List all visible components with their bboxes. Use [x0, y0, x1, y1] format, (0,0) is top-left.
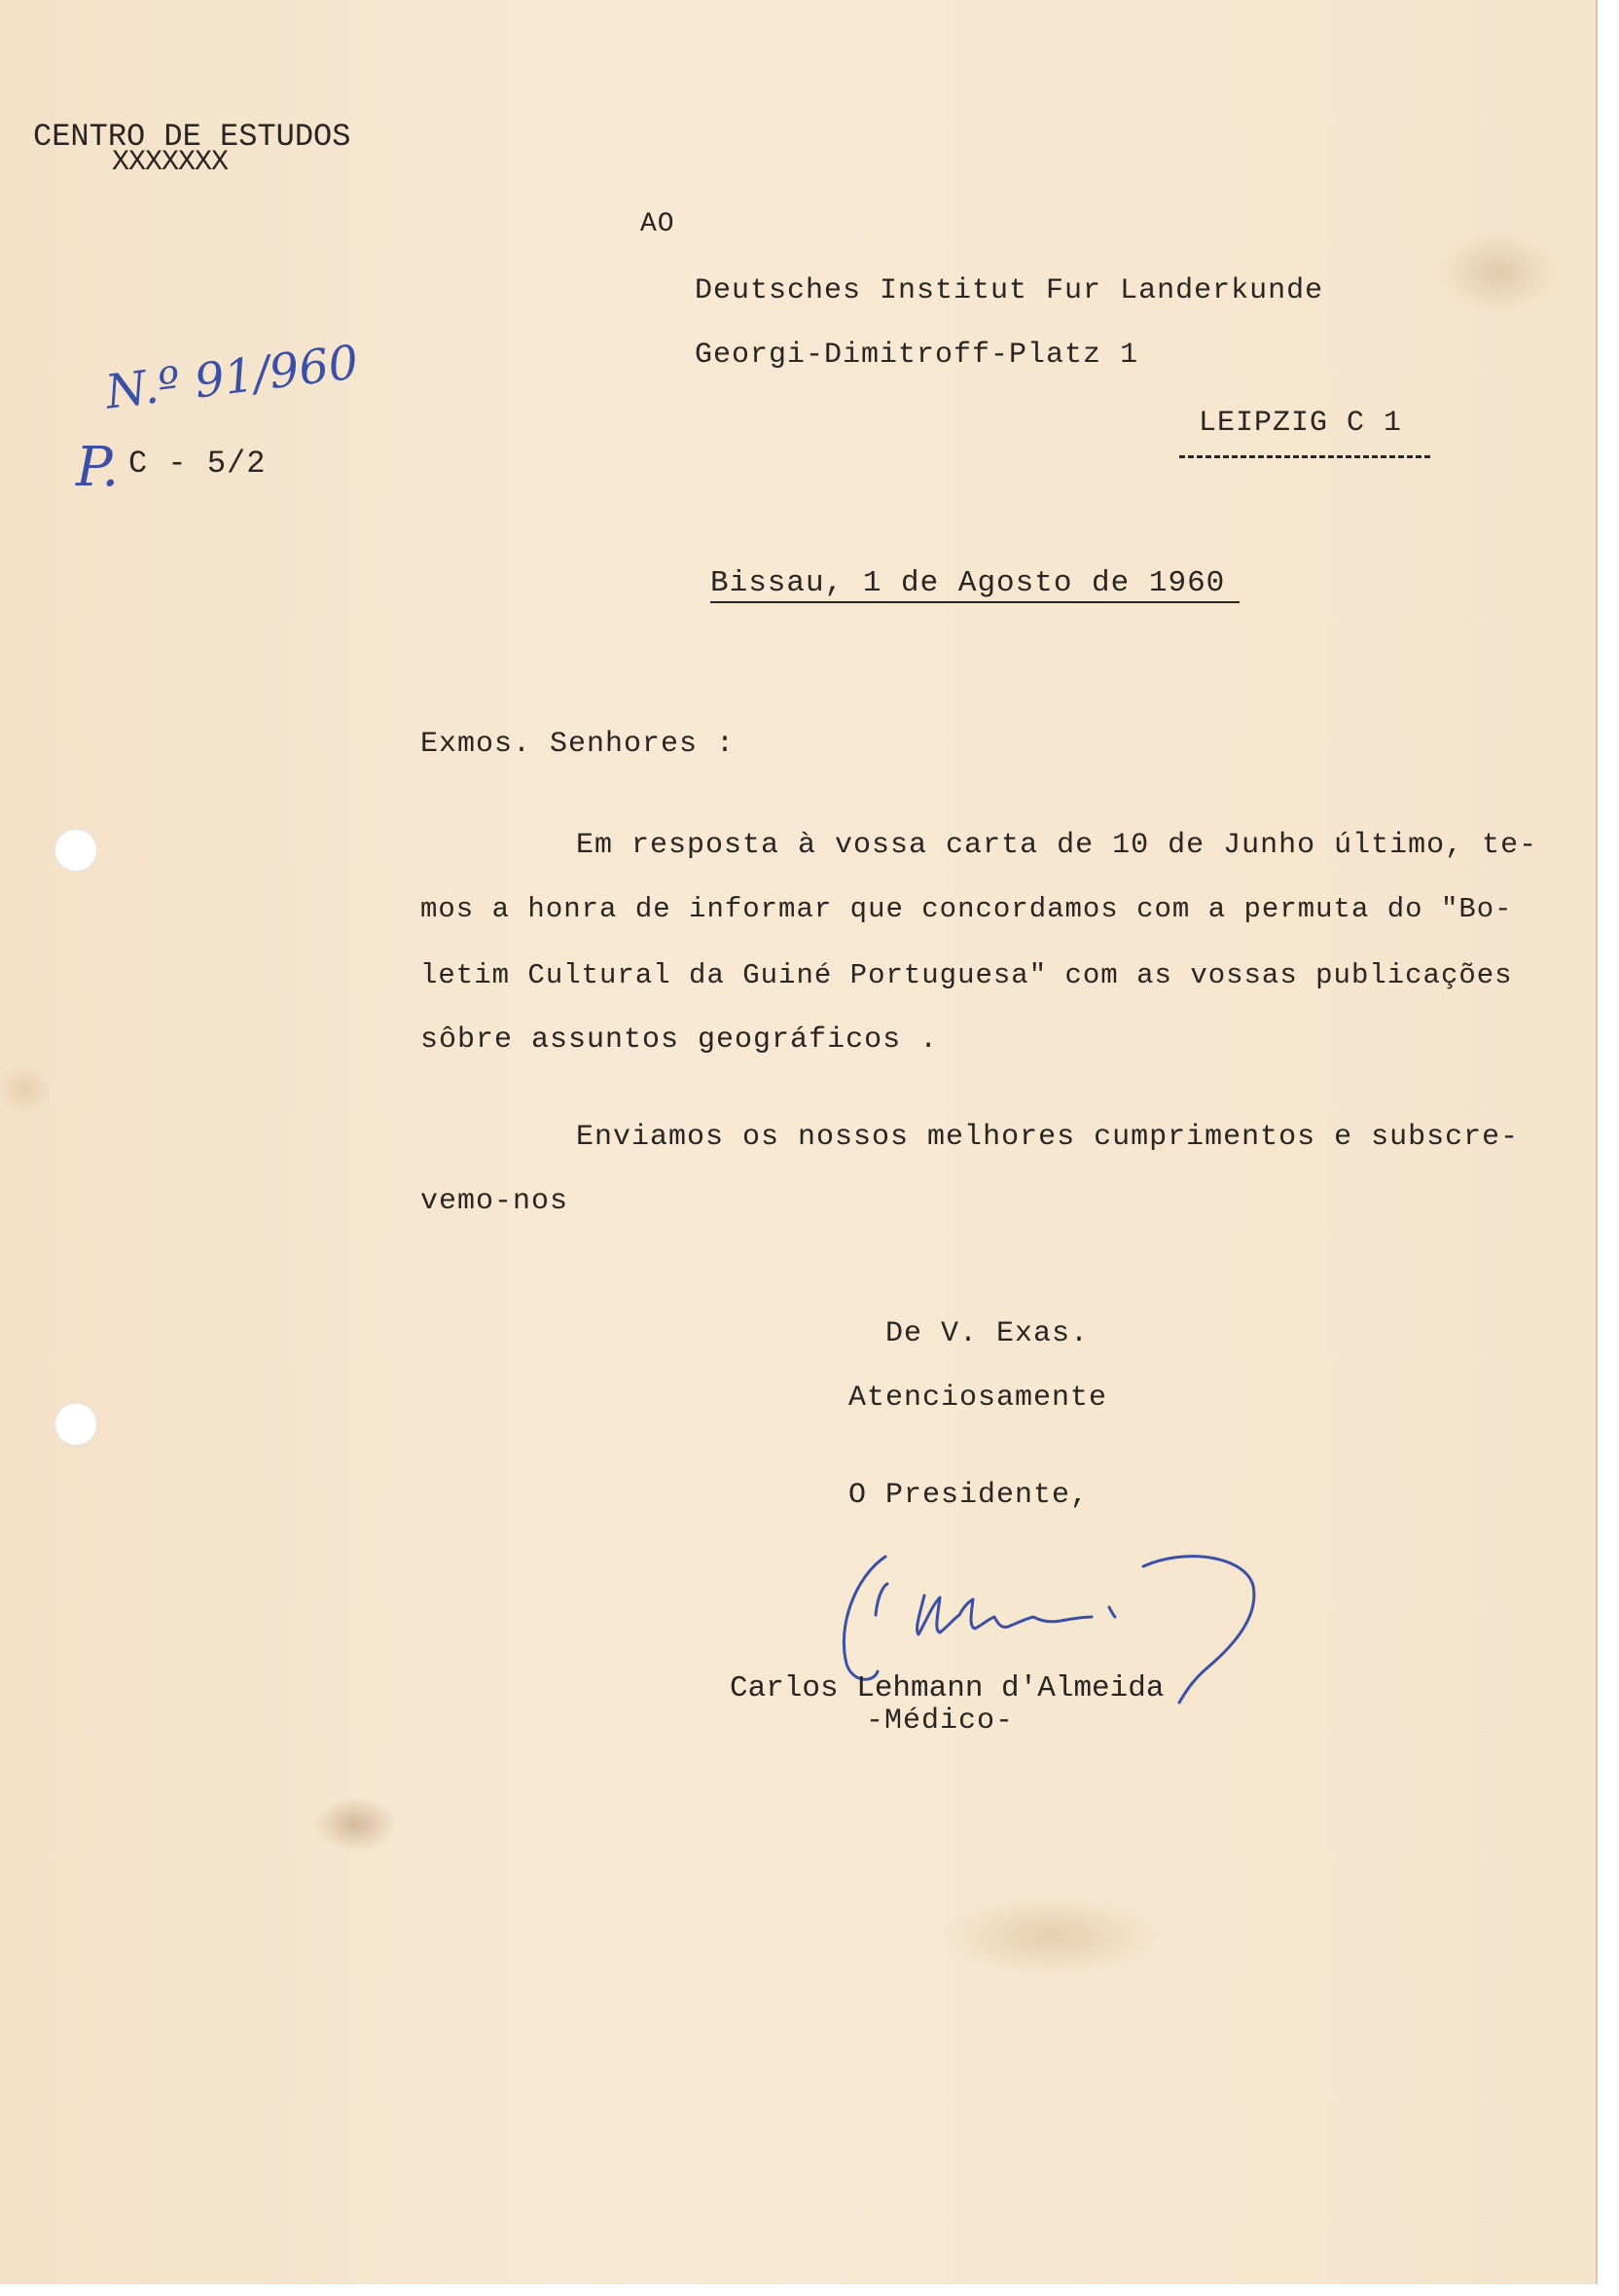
date-line: Bissau, 1 de Agosto de 1960 [710, 566, 1226, 600]
punch-hole-bottom [54, 1403, 97, 1446]
body-p1-line1: Em resposta à vossa carta de 10 de Junho último, te- [576, 829, 1538, 862]
handwritten-initial: P. [76, 436, 120, 499]
body-p2-line2: vemo-nos [420, 1185, 569, 1218]
signatory-name: Carlos Lehmann d'Almeida [730, 1671, 1165, 1705]
recipient-name: Deutsches Institut Fur Landerkunde [695, 274, 1324, 307]
recipient-street: Georgi-Dimitroff-Platz 1 [695, 339, 1139, 372]
recipient-city: LEIPZIG C 1 [1199, 407, 1403, 440]
greeting: Exmos. Senhores : [420, 728, 736, 761]
body-p2-line1: Enviamos os nossos melhores cumprimentos e subscre- [576, 1121, 1520, 1154]
body-p1-line4: sôbre assuntos geográficos . [420, 1023, 939, 1057]
letterhead-title: CENTRO DE ESTUDOS [33, 119, 351, 155]
handwritten-reference-number: N.º 91/960 [102, 335, 362, 420]
body-p1-line2: mos a honra de informar que concordamos com a permuta do "Bo- [420, 893, 1513, 925]
closing-line3: O Presidente, [848, 1479, 1090, 1512]
letterhead-redaction: XXXXXXX [112, 146, 229, 179]
closing-line2: Atenciosamente [848, 1381, 1108, 1415]
punch-hole-top [54, 829, 97, 872]
signatory-title: -Médico- [866, 1704, 1015, 1738]
city-underline [1179, 455, 1430, 458]
closing-line1: De V. Exas. [885, 1317, 1090, 1350]
body-p1-line3: letim Cultural da Guiné Portuguesa" com as vossas publicações [420, 959, 1513, 991]
sheet-edge [1596, 0, 1598, 2284]
recipient-to: AO [640, 209, 675, 239]
date-underline [710, 601, 1240, 603]
file-code: C - 5/2 [128, 446, 267, 482]
